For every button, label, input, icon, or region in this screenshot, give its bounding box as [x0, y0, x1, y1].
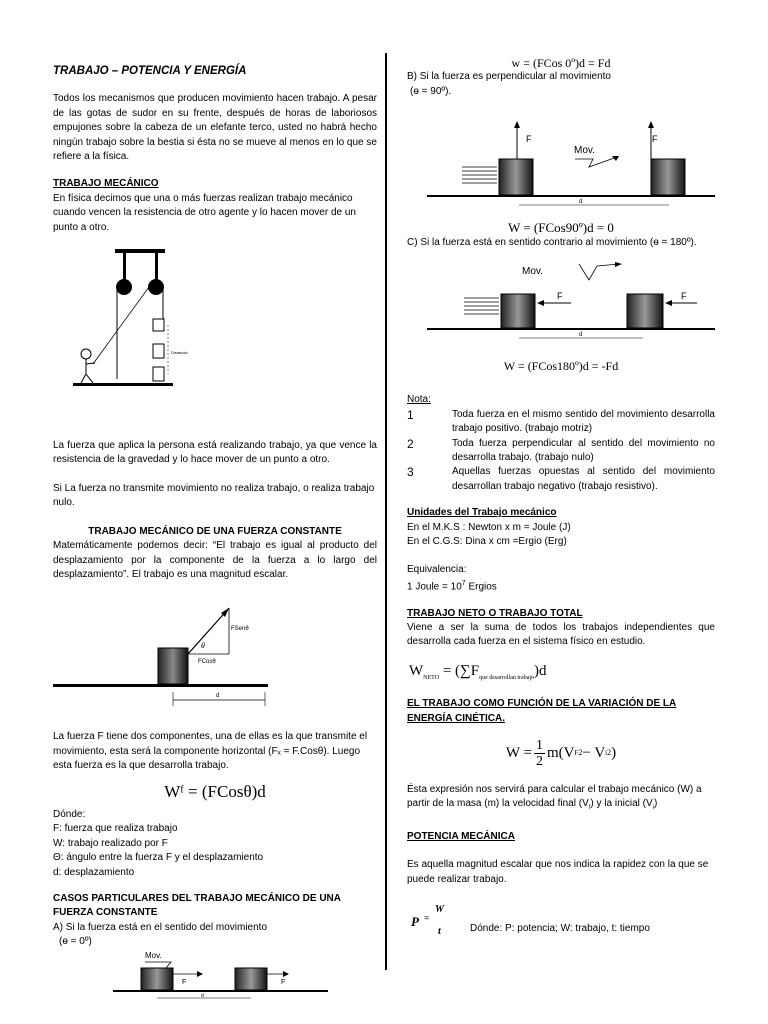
formula-power-w: W — [435, 904, 444, 916]
column-divider — [385, 53, 387, 970]
case-b-text: B) Si la fuerza es perpendicular al movimiento — [407, 71, 611, 83]
def-d: d: desplazamiento — [53, 866, 135, 878]
formula-power-eq: = — [424, 913, 430, 924]
formula-power — [407, 903, 457, 943]
d-label: d — [201, 992, 204, 999]
ke-pre: Ésta expresión nos servirá para calcular el trabajo mecánico (W) a partir de la masa (m) la velocidad final (V — [407, 784, 702, 810]
components-paragraph: La fuerza F tiene dos componentes, una de ellas es la que transmite el movimiento, esta será la componente horizontal (Fₓ = F.Cosθ). Luego esta fuerza es la que desarrolla trabajo. — [53, 731, 368, 772]
case-b-diagram — [407, 107, 715, 209]
formula-neto-eq: = (∑F — [439, 662, 480, 679]
f-label-1: F — [182, 978, 187, 986]
def-w: W: trabajo realizado por F — [53, 837, 168, 849]
heading-unidades: Unidades del Trabajo mecánico — [407, 507, 557, 519]
pulley-diagram — [53, 249, 377, 419]
case-a-text: A) Si la fuerza está en el sentido del movimiento — [53, 921, 267, 933]
note-item — [407, 465, 715, 494]
f-label-1: F — [557, 291, 563, 302]
heading-neto: TRABAJO NETO O TRABAJO TOTAL — [407, 607, 583, 619]
theta-label: θ — [201, 643, 205, 651]
formula-power-t: t — [438, 926, 441, 938]
mov-label: Mov. — [522, 266, 543, 278]
equiv-pre: 1 Joule = 10 — [407, 581, 462, 593]
null-work-paragraph: Si La fuerza no transmite movimiento no realiza trabajo, o realiza trabajo nulo. — [53, 482, 375, 509]
power-formula-row — [407, 903, 715, 943]
case-c-figure — [407, 262, 715, 354]
power-donde: Dónde: P: potencia; W: trabajo, t: tiempo — [470, 922, 650, 934]
math-paragraph: Matemáticamente podemos decir: “El trabajo es igual al producto del desplazamiento por la componente de la fuerza a lo largo del desplazamiento”. El trabajo es una magnitud escalar. — [53, 540, 377, 580]
heading-trabajo-mecanico: TRABAJO MECÁNICO — [53, 178, 159, 190]
formula-power-p: P — [411, 914, 419, 930]
note-item — [407, 408, 715, 437]
d-label: d — [579, 199, 583, 206]
intro-paragraph: Todos los mecanismos que producen movimiento hacen trabajo. A pesar de las gotas de sudor en su frente, después de horas de laboriosos empujones sobre la cabeza de un elefante terco, usted no habrá hecho ningún trabajo sobre la bestia si ésta no se mueve al menos en lo que se refiere a la física. — [53, 93, 377, 163]
case-a-diagram — [53, 950, 377, 1000]
heading-casos: CASOS PARTICULARES DEL TRABAJO MECÁNICO DE UNA FUERZA CONSTANTE — [53, 892, 341, 919]
note-number: 3 — [407, 465, 414, 480]
formula-ke-den: 2 — [535, 754, 543, 770]
ke-end: ) — [654, 798, 658, 810]
fcos-label: FCosθ — [198, 659, 216, 666]
formula-case-c: W = (FCos180º)d = -Fd — [503, 359, 619, 374]
definition-paragraph: En física decimos que una o más fuerzas realizan trabajo mecánico cuando vencen la resistencia de otro agente y lo hacen mover de un punto a otro. — [53, 192, 356, 233]
note-number: 1 — [407, 407, 414, 422]
formula-ke-fraction — [534, 738, 545, 769]
formula-neto — [407, 664, 715, 685]
case-c-diagram — [407, 262, 715, 354]
ke-f: f — [588, 805, 591, 812]
kinetic-paragraph — [407, 783, 715, 816]
heading-potencia: POTENCIA MECÁNICA — [407, 830, 515, 842]
case-a-figure — [53, 950, 377, 1000]
equivalence-title: Equivalencia: — [407, 563, 467, 575]
note-text: Toda fuerza en el mismo sentido del movimiento desarrolla trabajo positivo. (trabajo motriz) — [452, 408, 715, 435]
d-label: d — [579, 332, 583, 339]
ke-i: i — [652, 805, 655, 812]
formula-neto-fsub: que desarrollan trabajo — [479, 674, 535, 681]
potencia-paragraph: Es aquella magnitud escalar que nos indica la rapidez con la que se puede realizar trabajo. — [407, 859, 709, 885]
unit-cgs: En el C.G.S: Dina x cm =Ergio (Erg) — [407, 536, 567, 548]
formula-case-b: W = (FCos90º)d = 0 — [508, 220, 614, 236]
def-theta: Θ: ángulo entre la fuerza F y el desplazamiento — [53, 852, 264, 864]
formula-ke-m: m(V — [546, 745, 575, 762]
formula-case-a: w = (FCos 0º)d = Fd — [511, 56, 611, 70]
equiv-exp: 7 — [461, 579, 466, 587]
formula-ke-lhs: W = — [505, 745, 532, 762]
ke-mid: ) y la inicial (V — [590, 798, 653, 810]
def-f: F: fuerza que realiza trabajo — [53, 823, 178, 835]
formula-wf: Wᶠ = (FCosθ)d — [164, 781, 266, 801]
right-column — [407, 56, 715, 943]
mov-label: Mov. — [574, 145, 595, 157]
force-components-figure — [53, 592, 377, 710]
note-number: 2 — [407, 436, 414, 451]
mov-label: Mov. — [145, 950, 162, 960]
f-label-2: F — [281, 978, 286, 986]
unit-mks: En el M.K.S : Newton x m = Joule (J) — [407, 521, 571, 533]
formula-ke-f: F — [574, 749, 579, 758]
nota-title: Nota: — [407, 394, 431, 406]
heading-fuerza-constante: TRABAJO MECÁNICO DE UNA FUERZA CONSTANTE — [88, 525, 342, 537]
formula-neto-w: W — [409, 662, 424, 679]
heading-energia: EL TRABAJO COMO FUNCIÓN DE LA VARIACIÓN DE LA ENERGÍA CINÉTICA. — [407, 698, 677, 724]
note-text: Aquellas fuerzas opuestas al sentido del movimiento desarrollan trabajo negativo (trabajo resistivo). — [452, 466, 715, 492]
force-components-diagram — [53, 592, 377, 710]
left-column — [53, 64, 377, 1000]
neto-paragraph: Viene a ser la suma de todos los trabajos independientes que desarrolla cada fuerza en el sistema físico en estudio. — [407, 622, 715, 648]
f-label-2: F — [652, 134, 658, 145]
note-text: Toda fuerza perpendicular al sentido del movimiento no desarrolla trabajo. (trabajo nulo) — [452, 437, 715, 464]
donde-label: Dónde: — [53, 808, 86, 820]
formula-ke-sq1: 2 — [578, 748, 583, 758]
equiv-post: Ergios — [465, 581, 497, 593]
fsen-label: FSenθ — [231, 626, 249, 633]
formula-neto-sub: NETO — [423, 674, 440, 681]
case-a-angle: (ɵ = 0º) — [59, 936, 92, 948]
case-c-text: C) Si la fuerza está en sentido contrario al movimiento (ɵ = 180º). — [407, 236, 697, 248]
equivalence-line — [407, 577, 715, 595]
formula-ke-minus: − V — [582, 745, 606, 762]
formula-ke-sq2: 2 — [607, 748, 612, 758]
pulley-figure — [53, 249, 377, 419]
formula-kinetic — [407, 738, 715, 769]
f-label-2: F — [681, 291, 687, 302]
case-b-angle: (ɵ = 90º). — [410, 85, 452, 97]
formula-ke-num: 1 — [535, 738, 543, 754]
case-b-figure — [407, 107, 715, 209]
formula-neto-end: )d — [534, 662, 547, 679]
f-label-1: F — [526, 134, 532, 145]
distance-label: Distancia — [171, 350, 188, 356]
person-paragraph: La fuerza que aplica la persona está realizando trabajo, ya que vence la resistencia de la gravedad y lo hace mover de un punto a otro. — [53, 440, 377, 466]
document-title: TRABAJO – POTENCIA Y ENERGÍA — [53, 65, 247, 77]
note-item — [407, 437, 715, 466]
d-label: d — [216, 693, 220, 700]
formula-ke-i: i — [605, 749, 608, 758]
formula-ke-end: ) — [611, 745, 617, 762]
